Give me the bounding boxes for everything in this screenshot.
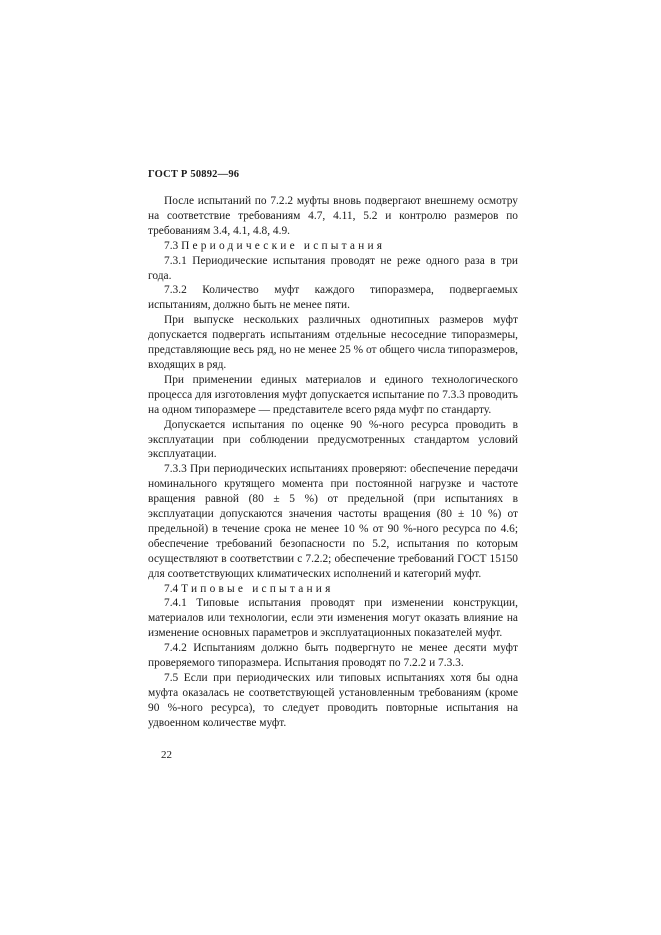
section-number: 7.4 — [164, 582, 179, 595]
section-title: Типовые испытания — [181, 582, 334, 595]
paragraph-7-5: 7.5 Если при периодических или типовых испытаниях хотя бы одна муфта оказалась не соответствующей установленным требованиям (кроме 90 %-ного ресурса), то следует проводить повторные испытания на удвоенном количестве муфт. — [148, 672, 518, 729]
paragraph-7-3-3: 7.3.3 При периодических испытаниях проверяют: обеспечение передачи номинального крутящего момента при постоянной нагрузке и частоте вращения равной (80 ± 5 %) от предельной (при испытаниях в эксплуатации допускаются значения частоты вращения (80 ± 10 %) от предельной) в течение срока не менее 10 % от 90 %-ного ресурса по 4.6; обеспечение требований безопасности по 5.2, испытания по которым осуществляют в соответствии с 7.2.2; обеспечение требований ГОСТ 15150 для соответствующих климатических исполнений и категорий муфт. — [148, 463, 518, 580]
document-header: ГОСТ Р 50892—96 — [148, 169, 240, 180]
paragraph-7-4-1: 7.4.1 Типовые испытания проводят при изменении конструкции, материалов или технологии, если эти изменения могут оказать влияние на изменение основных параметров и эксплуатационных показателей муфт. — [148, 597, 518, 640]
paragraph-7-4-2: 7.4.2 Испытаниям должно быть подвергнуто не менее десяти муфт проверяемого типоразмера. Испытания проводят по 7.2.2 и 7.3.3. — [148, 642, 518, 670]
paragraph-inspection: После испытаний по 7.2.2 муфты вновь подвергают внешнему осмотру на соответствие требованиям 4.7, 4.11, 5.2 и контролю размеров по требованиям 3.4, 4.1, 4.8, 4.9. — [148, 195, 518, 237]
paragraph-resource-estimate: Допускается испытания по оценке 90 %-ного ресурса проводить в эксплуатации при соблюдении предусмотренных стандартом условий эксплуатации. — [148, 418, 518, 461]
section-number: 7.3 — [164, 239, 179, 252]
paragraph-7-3-1: 7.3.1 Периодические испытания проводят не реже одного раза в три года. — [148, 254, 518, 282]
section-title: Периодические испытания — [181, 239, 386, 252]
document-body — [148, 194, 518, 731]
page-number: 22 — [161, 749, 172, 761]
paragraph-multiple-sizes: При выпуске нескольких различных однотипных размеров муфт допускается подвергать испытаниям отдельные несоседние типоразмеры, представляющие весь ряд, но не менее 25 % от общего числа типоразмеров, входящих в ряд. — [148, 314, 518, 371]
paragraph-7-3-2: 7.3.2 Количество муфт каждого типоразмера, подвергаемых испытаниям, должно быть не менее пяти. — [148, 284, 518, 312]
section-heading-7-4 — [148, 582, 518, 597]
section-heading-7-3 — [148, 239, 518, 254]
paragraph-uniform-materials: При применении единых материалов и единого технологического процесса для изготовления муфт допускается испытание по 7.3.3 проводить на одном типоразмере — представителе всего ряда муфт по стандарту. — [148, 373, 518, 416]
